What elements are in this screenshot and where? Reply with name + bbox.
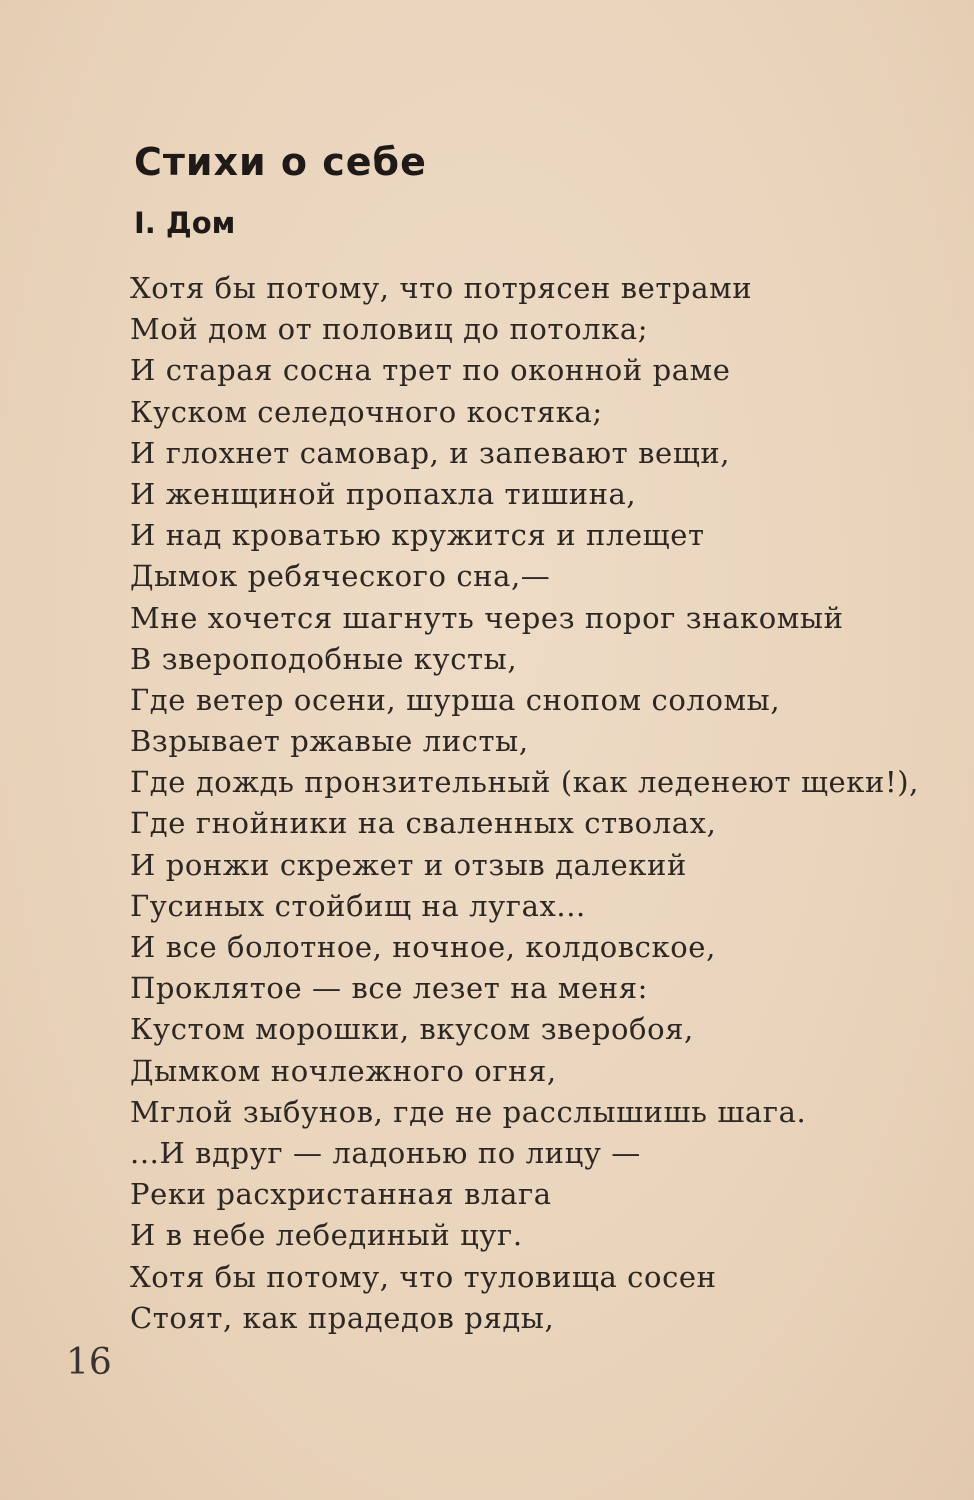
section-title: Стихи о себе — [134, 140, 427, 184]
poem-line: Реки расхристанная влага — [130, 1177, 552, 1212]
poem-line: Хотя бы потому, что туловища сосен — [130, 1259, 717, 1294]
poem-line: И в небе лебединый цуг. — [130, 1218, 523, 1253]
poem-line: И все болотное, ночное, колдовское, — [130, 930, 716, 964]
poem-line: Мой дом от половиц до потолка; — [130, 312, 649, 347]
poem-line: Где ветер осени, шурша снопом соломы, — [130, 682, 781, 717]
poem-title: I. Дом — [134, 206, 236, 240]
poem-line: В звероподобные кусты, — [130, 641, 518, 676]
poem-line: Мглой зыбунов, где не расслышишь шага. — [130, 1094, 807, 1129]
poem-line: Мне хочется шагнуть через порог знакомый — [130, 600, 844, 635]
poem-line: Кустом морошки, вкусом зверобоя, — [130, 1012, 694, 1047]
poem-line: Где дождь пронзительный (как леденеют щеки!), — [130, 765, 919, 800]
poem-line: Где гнойники на сваленных стволах, — [130, 806, 717, 841]
page-number: 16 — [66, 1342, 112, 1383]
poem-line: Взрывает ржавые листы, — [130, 724, 529, 759]
poem-line: И старая сосна трет по оконной раме — [130, 353, 731, 388]
poem-line: И ронжи скрежет и отзыв далекий — [130, 847, 687, 882]
poem-line: Дымком ночлежного огня, — [130, 1053, 557, 1088]
poem-line: Проклятое — все лезет на меня: — [130, 971, 648, 1006]
poem-line: Дымок ребяческого сна,— — [130, 559, 551, 594]
poem-line: И над кроватью кружится и плещет — [130, 518, 705, 553]
poem-line: Хотя бы потому, что потрясен ветрами — [130, 271, 753, 305]
poem-line: ...И вдруг — ладонью по лицу — — [130, 1135, 641, 1170]
poem-line: Куском селедочного костяка; — [130, 394, 603, 429]
poem-line: И женщиной пропахла тишина, — [130, 476, 637, 511]
poem-line: Стоят, как прадедов ряды, — [130, 1300, 555, 1335]
poem-line: И глохнет самовар, и запевают вещи, — [130, 435, 731, 470]
poem-line: Гусиных стойбищ на лугах... — [130, 888, 586, 923]
poem-text — [130, 268, 950, 1339]
